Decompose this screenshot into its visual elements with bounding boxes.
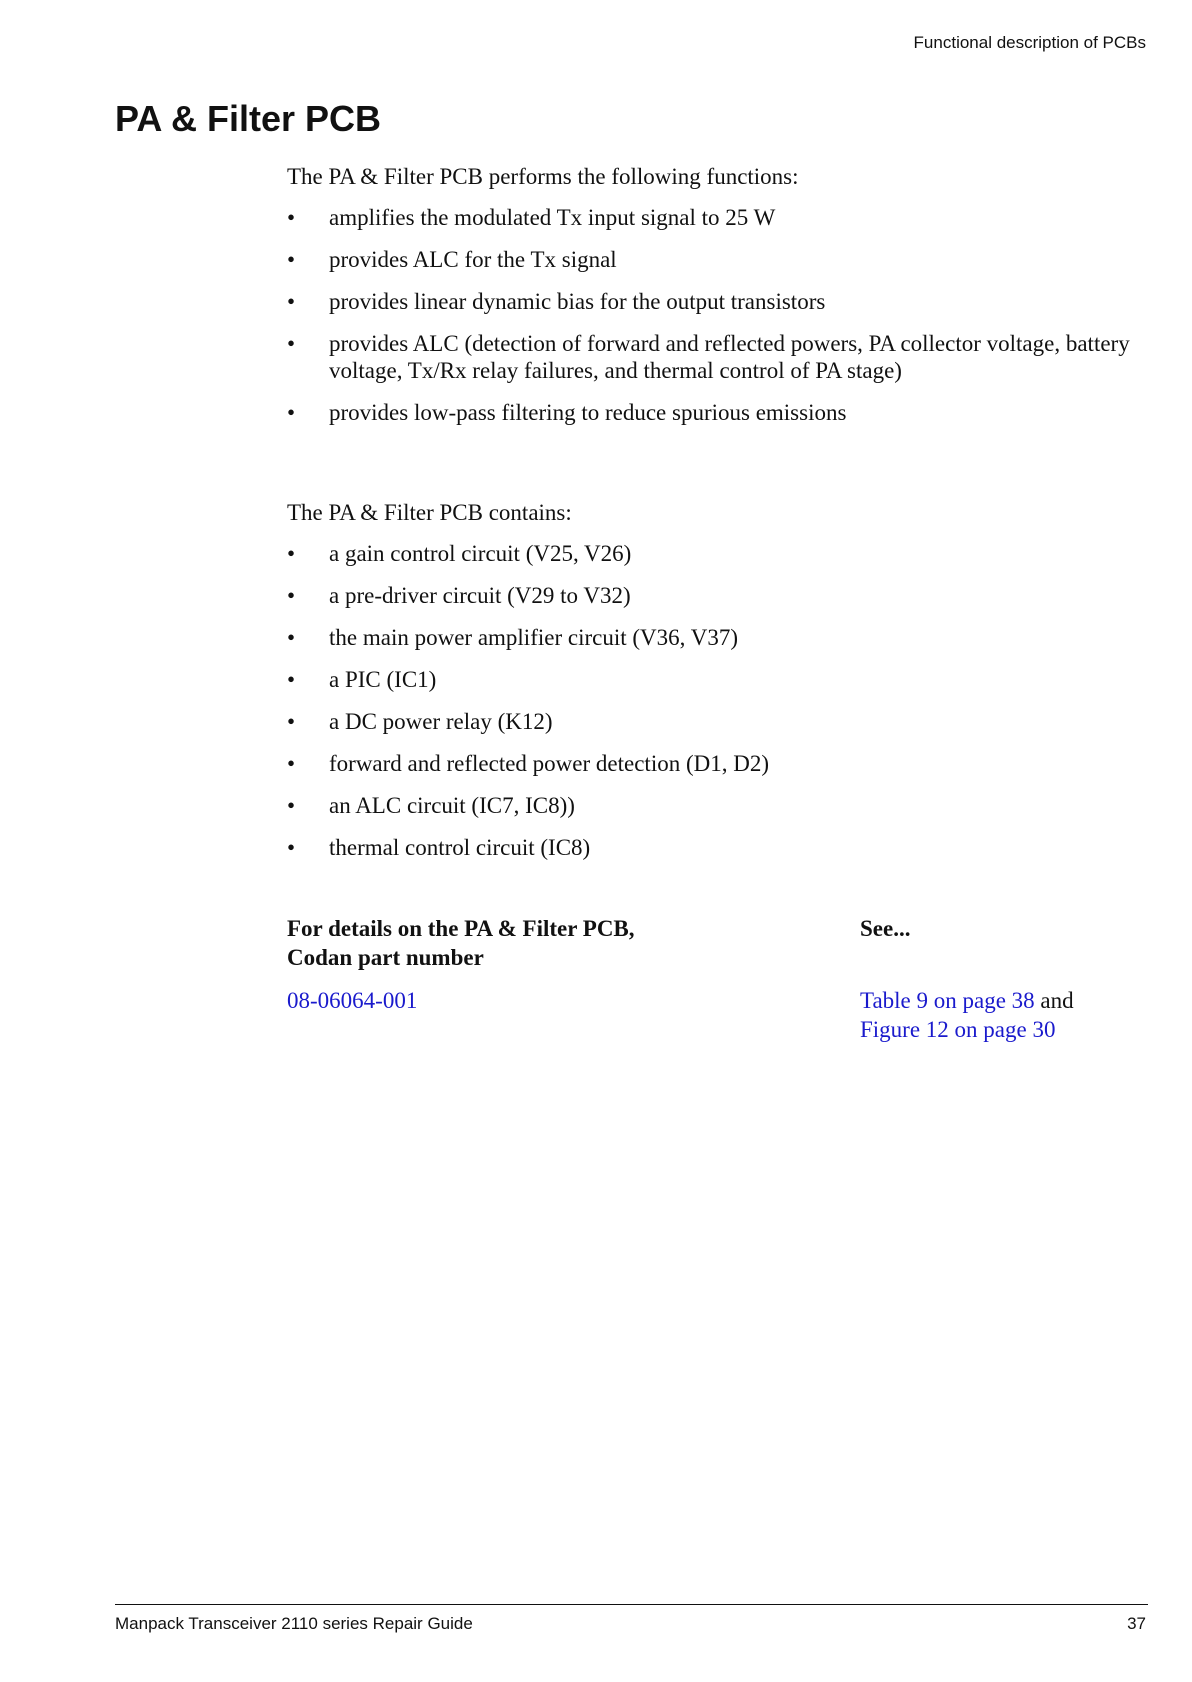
footer-page-number: 37 [1127,1614,1146,1633]
list-item [287,834,1147,861]
list-item-text: a gain control circuit (V25, V26) [329,541,632,566]
bullet-icon: • [287,583,296,608]
bullet-icon: • [287,667,296,692]
reference-col1-header [287,914,860,972]
part-number-link[interactable]: 08-06064-001 [287,988,418,1013]
list-item-text: amplifies the modulated Tx input signal to 25 W [329,205,776,230]
list-item-text: provides ALC (detection of forward and reflected powers, PA collector voltage, battery voltage, Tx/Rx relay failures, and thermal control of PA stage) [329,331,1130,383]
list-item [287,246,1147,273]
list-item-text: provides ALC for the Tx signal [329,247,617,272]
running-header: Functional description of PCBs [913,33,1146,52]
bullet-icon: • [287,400,296,425]
functions-section [287,163,1147,426]
list-item-text: a PIC (IC1) [329,667,437,692]
list-item [287,708,1147,735]
bullet-icon: • [287,835,296,860]
contents-intro: The PA & Filter PCB contains: [287,500,572,525]
bullet-icon: • [287,793,296,818]
list-item [287,288,1147,315]
reference-see-cell [860,986,1147,1044]
bullet-icon: • [287,289,296,314]
reference-col1-header-line2: Codan part number [287,945,484,970]
footer-rule [115,1604,1148,1605]
page-title: PA & Filter PCB [115,98,382,139]
reference-col2-header: See... [860,916,911,941]
list-item [287,330,1147,384]
reference-table [287,914,1147,1044]
bullet-icon: • [287,541,296,566]
list-item-text: the main power amplifier circuit (V36, V37) [329,625,738,650]
footer-doc-title: Manpack Transceiver 2110 series Repair Guide [115,1614,473,1633]
table-9-link[interactable]: Table 9 on page 38 [860,988,1035,1013]
list-item-text: provides low-pass filtering to reduce spurious emissions [329,400,847,425]
contents-section [287,499,1147,861]
figure-12-link[interactable]: Figure 12 on page 30 [860,1017,1056,1042]
bullet-icon: • [287,625,296,650]
list-item [287,666,1147,693]
list-item-text: a pre-driver circuit (V29 to V32) [329,583,631,608]
list-item [287,582,1147,609]
list-item [287,792,1147,819]
bullet-icon: • [287,205,296,230]
reference-table-header [287,914,1147,972]
list-item-text: forward and reflected power detection (D1, D2) [329,751,769,776]
list-item [287,540,1147,567]
reference-part-cell [287,986,860,1044]
list-item [287,204,1147,231]
list-item [287,624,1147,651]
list-item [287,399,1147,426]
functions-list [287,204,1147,426]
bullet-icon: • [287,709,296,734]
list-item-text: thermal control circuit (IC8) [329,835,591,860]
list-item-text: an ALC circuit (IC7, IC8)) [329,793,575,818]
contents-list [287,540,1147,861]
functions-intro: The PA & Filter PCB performs the following functions: [287,164,799,189]
list-item [287,750,1147,777]
bullet-icon: • [287,331,296,356]
bullet-icon: • [287,247,296,272]
reference-col1-header-line1: For details on the PA & Filter PCB, [287,916,635,941]
list-item-text: provides linear dynamic bias for the output transistors [329,289,826,314]
table-row [287,986,1147,1044]
see-joiner-text: and [1034,988,1074,1013]
bullet-icon: • [287,751,296,776]
list-item-text: a DC power relay (K12) [329,709,553,734]
